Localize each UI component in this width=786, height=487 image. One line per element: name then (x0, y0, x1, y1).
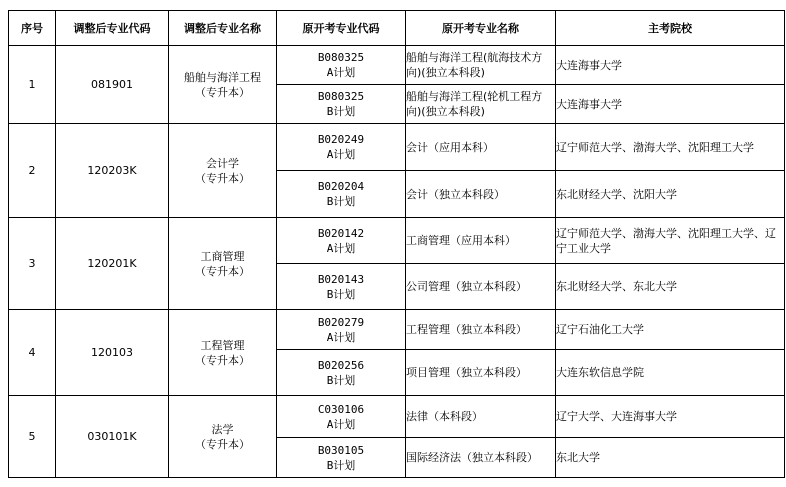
school-cell: 大连海事大学 (556, 85, 785, 124)
old-name-cell: 工商管理（应用本科） (406, 218, 556, 264)
old-code: B020204 (317, 180, 365, 193)
plan-label: A计划 (326, 66, 356, 79)
new-name-cell (169, 310, 277, 396)
old-name-cell: 项目管理（独立本科段） (406, 350, 556, 396)
school-cell: 东北财经大学、沈阳大学 (556, 171, 785, 218)
row-index: 2 (9, 124, 56, 218)
new-level: （专升本） (195, 353, 250, 367)
header-new-code: 调整后专业代码 (56, 11, 169, 46)
old-code: B020143 (317, 272, 365, 286)
table-header-row (9, 11, 785, 46)
table-row (9, 310, 785, 350)
old-code-cell (277, 264, 406, 310)
new-level: （专升本） (195, 437, 250, 451)
old-code-cell (277, 350, 406, 396)
new-name-cell (169, 46, 277, 124)
old-code: B020256 (317, 358, 365, 372)
old-name-cell: 会计（应用本科） (406, 124, 556, 171)
header-old-name: 原开考专业名称 (406, 11, 556, 46)
new-code-cell: 081901 (56, 46, 169, 124)
school-cell: 辽宁大学、大连海事大学 (556, 396, 785, 438)
old-name-cell: 法律（本科段） (406, 396, 556, 438)
plan-label: A计划 (326, 241, 356, 255)
school-cell: 大连海事大学 (556, 46, 785, 85)
plan-label: A计划 (326, 417, 356, 431)
row-index: 3 (9, 218, 56, 310)
school-cell: 辽宁师范大学、渤海大学、沈阳理工大学 (556, 124, 785, 171)
school-cell: 东北财经大学、东北大学 (556, 264, 785, 310)
header-school: 主考院校 (556, 11, 785, 46)
old-name-cell: 工程管理（独立本科段） (406, 310, 556, 350)
old-code: B020279 (317, 315, 365, 329)
old-code-cell (277, 218, 406, 264)
plan-label: B计划 (326, 373, 356, 387)
plan-label: A计划 (326, 330, 356, 344)
school-cell: 辽宁石油化工大学 (556, 310, 785, 350)
old-code-cell (277, 124, 406, 171)
new-name: 会计学 (206, 156, 239, 170)
table-row (9, 396, 785, 438)
school-cell: 东北大学 (556, 438, 785, 478)
plan-label: A计划 (326, 148, 356, 161)
new-code-cell: 120103 (56, 310, 169, 396)
old-name-cell: 公司管理（独立本科段） (406, 264, 556, 310)
header-new-name: 调整后专业名称 (169, 11, 277, 46)
table-row (9, 46, 785, 85)
plan-label: B计划 (326, 105, 356, 118)
table-row (9, 124, 785, 171)
old-name-cell: 船舶与海洋工程(航海技术方向)(独立本科段) (406, 46, 556, 85)
new-code-cell: 030101K (56, 396, 169, 478)
row-index: 1 (9, 46, 56, 124)
table-row (9, 218, 785, 264)
row-index: 4 (9, 310, 56, 396)
new-name-cell (169, 218, 277, 310)
old-name-cell: 会计（独立本科段） (406, 171, 556, 218)
new-name: 工商管理 (200, 249, 245, 263)
old-code-cell (277, 85, 406, 124)
new-level: （专升本） (195, 85, 250, 99)
table-body (9, 46, 785, 478)
old-code: B030105 (317, 443, 365, 457)
old-code: B080325 (317, 51, 365, 64)
old-code: B080325 (317, 90, 365, 103)
old-code-cell (277, 438, 406, 478)
old-code-cell (277, 396, 406, 438)
old-code-cell (277, 310, 406, 350)
new-name-cell (169, 396, 277, 478)
plan-label: B计划 (326, 287, 356, 301)
new-code-cell: 120201K (56, 218, 169, 310)
new-name-cell (169, 124, 277, 218)
new-name: 工程管理 (200, 338, 245, 352)
header-index: 序号 (9, 11, 56, 46)
old-code: B020142 (317, 226, 365, 240)
old-code: B020249 (317, 133, 365, 146)
school-cell: 大连东软信息学院 (556, 350, 785, 396)
plan-label: B计划 (326, 195, 356, 208)
old-code-cell (277, 171, 406, 218)
row-index: 5 (9, 396, 56, 478)
new-level: （专升本） (195, 264, 250, 278)
new-level: （专升本） (195, 171, 250, 185)
new-name: 船舶与海洋工程 (184, 70, 261, 84)
old-name-cell: 船舶与海洋工程(轮机工程方向)(独立本科段) (406, 85, 556, 124)
new-code-cell: 120203K (56, 124, 169, 218)
old-name-cell: 国际经济法（独立本科段） (406, 438, 556, 478)
new-name: 法学 (211, 422, 234, 436)
old-code: C030106 (317, 402, 365, 416)
major-adjustment-table (8, 10, 785, 478)
plan-label: B计划 (326, 458, 356, 472)
school-cell: 辽宁师范大学、渤海大学、沈阳理工大学、辽宁工业大学 (556, 218, 785, 264)
header-old-code: 原开考专业代码 (277, 11, 406, 46)
old-code-cell (277, 46, 406, 85)
